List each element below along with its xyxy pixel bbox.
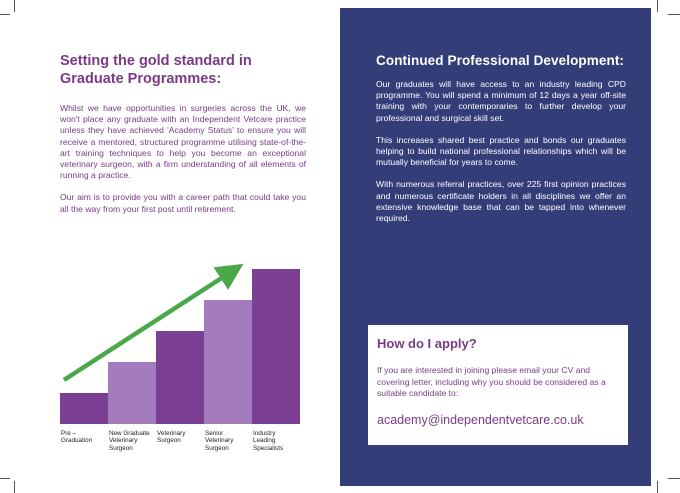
left-column: [60, 52, 306, 226]
left-heading: Setting the gold standard in Graduate Programmes:: [60, 53, 252, 87]
cpd-heading: Continued Professional Development:: [376, 53, 625, 68]
career-path-chart: [58, 262, 308, 462]
left-paragraph-2: Our aim is to provide you with a career path that could take you all the way from your first post until retirement.: [60, 192, 306, 214]
crop-mark: [0, 14, 10, 15]
cpd-paragraph-1: Our graduates will have access to an industry leading CPD programme. You will spend a minimum of 12 days a year off-site training with your contemporaries to further develop your professional and surgical skill set.: [376, 79, 626, 123]
apply-email-link[interactable]: academy@independentvetcare.co.uk: [377, 413, 584, 427]
crop-mark: [668, 14, 680, 15]
cpd-panel: [340, 8, 651, 486]
apply-box: [368, 325, 628, 445]
bar-5: [252, 269, 300, 424]
left-paragraph-1: Whilst we have opportunities in surgeries across the UK, we won't place any graduate with an Independent Vetcare practice unless they have achieved 'Academy Status' to ensure you will receive a mentored, structured programme utilising state-of-the-art training techniques to help you become an exceptional veterinary surgeon, with a firm understanding of all elements of running a practice.: [60, 103, 306, 181]
crop-mark: [14, 481, 15, 493]
crop-mark: [0, 478, 10, 479]
apply-heading: How do I apply?: [377, 336, 477, 351]
crop-mark: [657, 0, 658, 12]
x-tick-label: Pre – Graduation: [61, 430, 93, 445]
x-tick-label: Industry Leading Specialists: [253, 430, 284, 452]
crop-mark: [657, 481, 658, 493]
x-tick-label: Veterinary Surgeon: [157, 430, 186, 445]
chart-svg: [58, 262, 308, 432]
cpd-paragraph-2: This increases shared best practice and bonds our graduates helping to build national professional relationships which will be mutually beneficial for years to come.: [376, 134, 626, 168]
x-tick-label: Senior Veterinary Surgeon: [205, 430, 234, 452]
cpd-paragraph-3: With numerous referral practices, over 225 first opinion practices and numerous certificate holders in all disciplines we offer an extensive knowledge base that can be tapped into whenever required.: [376, 179, 626, 224]
cpd-body: [376, 79, 626, 235]
bar-1: [60, 393, 108, 424]
bar-3: [156, 331, 204, 424]
x-tick-label: New Graduate Veterinary Surgeon: [109, 430, 150, 452]
apply-text: If you are interested in joining please email your CV and covering letter, including why you should be considered as a suitable candidate to:: [377, 365, 606, 399]
crop-mark: [668, 478, 680, 479]
crop-mark: [14, 0, 15, 12]
bar-4: [204, 300, 252, 424]
bar-2: [108, 362, 156, 424]
